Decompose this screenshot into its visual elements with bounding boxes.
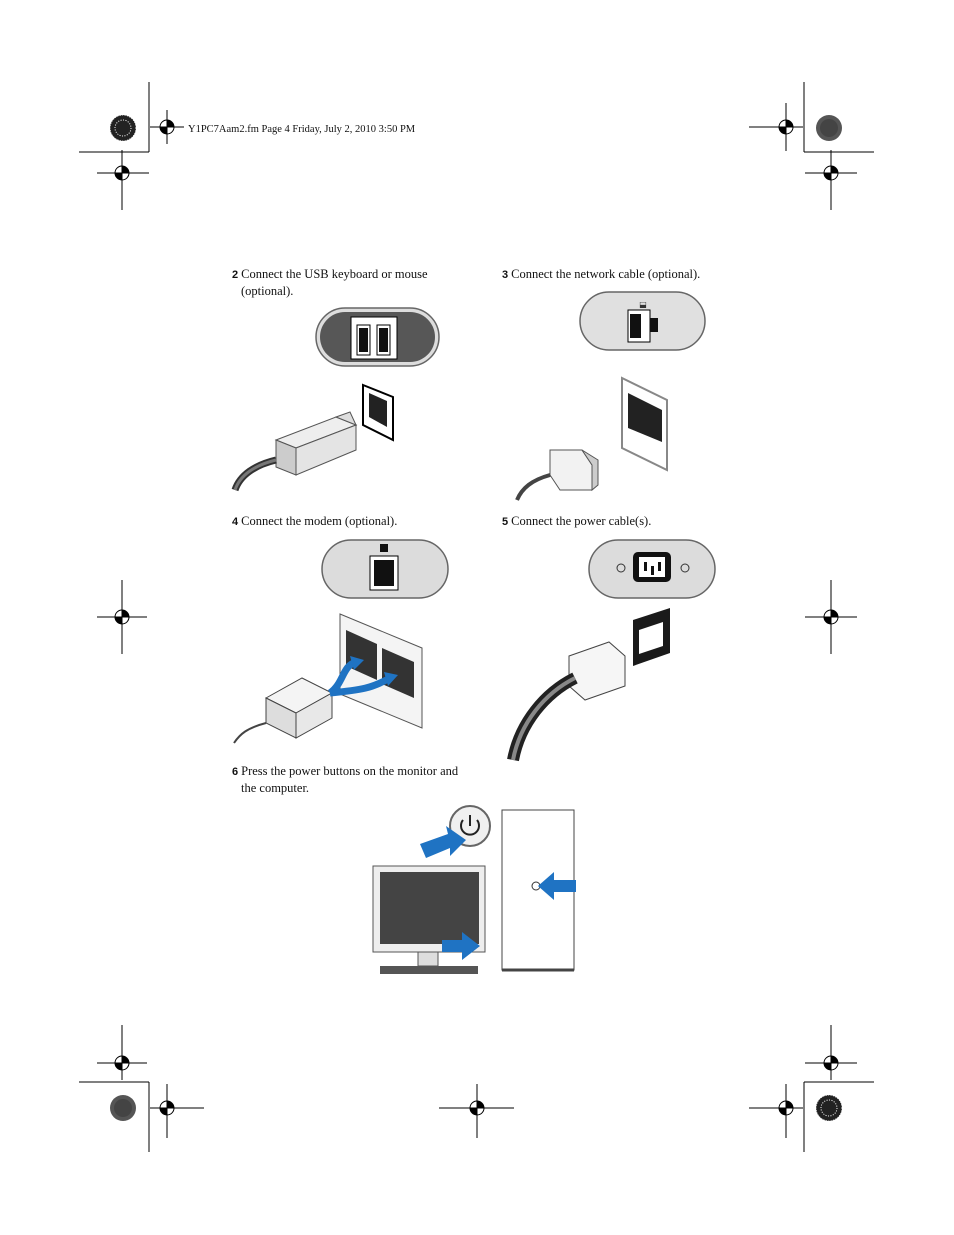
step-number: 3 bbox=[502, 269, 509, 281]
step-3 bbox=[502, 267, 742, 284]
step-number: 6 bbox=[232, 766, 239, 778]
modem-port-icon bbox=[232, 538, 450, 760]
power-button-icon bbox=[370, 800, 580, 976]
step-number: 4 bbox=[232, 516, 239, 528]
step-text-line1: Connect the USB keyboard or mouse bbox=[241, 267, 428, 281]
usb-connector-icon bbox=[230, 305, 445, 490]
step-text-line2: (optional). bbox=[241, 283, 294, 298]
step-text-line1: Press the power buttons on the monitor and bbox=[241, 764, 459, 778]
step-4 bbox=[232, 514, 472, 531]
page-slug-header: Y1PC7Aam2.fm Page 4 Friday, July 2, 2010 3:50 PM bbox=[188, 124, 416, 135]
power-connector-icon bbox=[505, 538, 718, 760]
step-text-line1: Connect the modem (optional). bbox=[241, 514, 398, 528]
step-text-line1: Connect the network cable (optional). bbox=[511, 267, 701, 281]
step-number: 2 bbox=[232, 269, 239, 281]
step-text-line2: the computer. bbox=[241, 780, 310, 795]
svg-text:⭠: ⭠ bbox=[374, 316, 380, 324]
step-2 bbox=[232, 267, 472, 299]
step-text-line1: Connect the power cable(s). bbox=[511, 514, 652, 528]
svg-text:⬓: ⬓ bbox=[639, 300, 647, 309]
network-port-icon bbox=[512, 290, 712, 500]
step-5 bbox=[502, 514, 742, 531]
step-6 bbox=[232, 764, 482, 796]
step-number: 5 bbox=[502, 516, 509, 528]
